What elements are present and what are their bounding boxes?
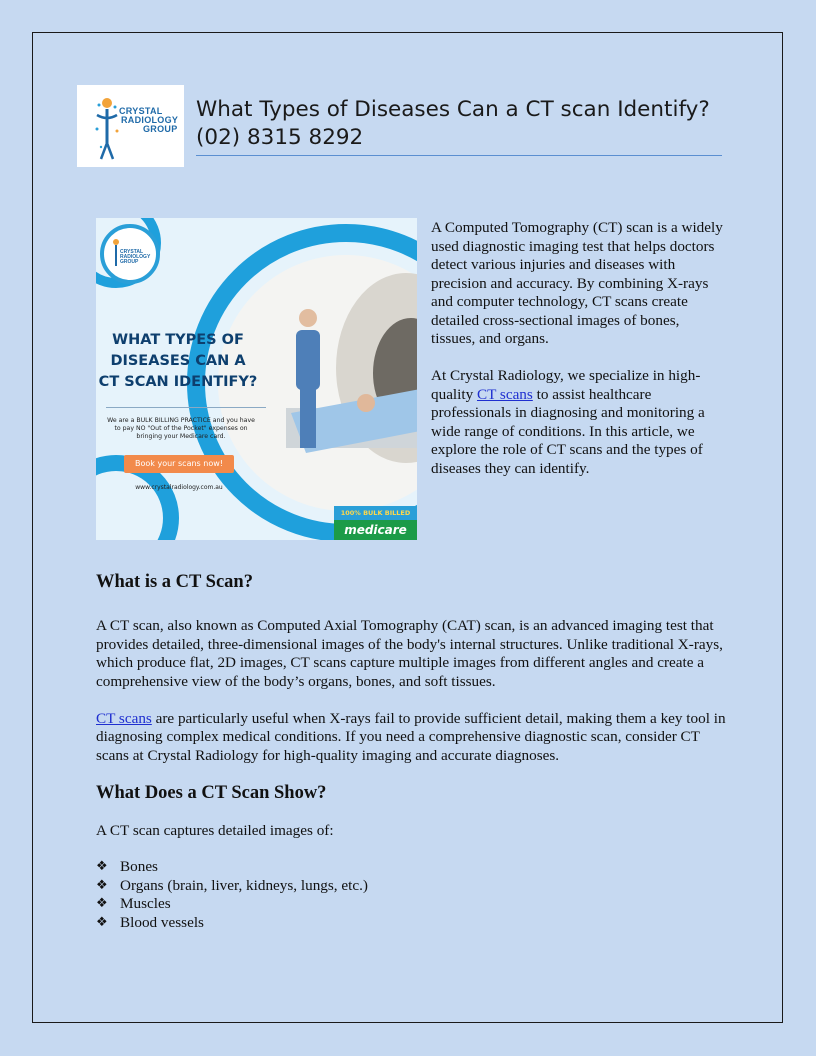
list-item-text: Bones [120,858,158,875]
intro-paragraph-1: A Computed Tomography (CT) scan is a widely used diagnostic imaging test that helps doctors detect various injuries and diseases with precision and accuracy. By combining X-rays and computer technology, CT scans create detailed cross-sectional images of bones, tissues, and organs. [431,219,723,347]
list-item [96,858,368,877]
medicare-badge: medicare [334,520,417,540]
diamond-bullet-icon: ❖ [96,896,108,911]
diamond-bullet-icon: ❖ [96,859,108,874]
bulk-billed-badge: 100% BULK BILLED [334,506,417,520]
ct-scanner-photo [246,238,417,528]
intro-paragraph-2 [431,367,723,478]
list-item [96,877,368,896]
logo-line-1: CRYSTAL [119,106,163,116]
section1-body [96,617,726,784]
hero-logo-line-3: GROUP [120,259,139,265]
section2-intro: A CT scan captures detailed images of: [96,822,334,839]
intro-text [431,219,723,497]
hero-logo-badge [100,224,160,284]
section1-paragraph-1: A CT scan, also known as Computed Axial Tomography (CAT) scan, is an advanced imaging test that provides detailed, three-dimensional images of the body's internal structures. Unlike traditional X-rays, which produce flat, 2D images, CT scans capture multiple images from different angles and create a comprehensive view of the body’s organs, bones, and soft tissues. [96,617,723,690]
diamond-bullet-icon: ❖ [96,877,108,893]
list-item [96,895,368,914]
list-item-text: Organs (brain, liver, kidneys, lungs, etc.) [120,876,368,894]
hero-website-url: www.crystalradiology.com.au [135,484,223,491]
intro-p2-start: At Crystal Radiology, we specialize in high-quality [431,367,701,403]
ct-captures-list [96,858,368,932]
list-item-text: Blood vessels [120,913,204,931]
section-heading-what-does-ct-show: What Does a CT Scan Show? [96,783,327,803]
page-title: What Types of Diseases Can a CT scan Identify? (02) 8315 8292 [196,96,722,156]
diamond-bullet-icon: ❖ [96,914,108,930]
hero-divider [106,407,266,408]
intro-p2-end: to assist healthcare professionals in diagnosing and monitoring a wide range of conditions. In this article, we explore the role of CT scans and the types of diseases they can identify. [431,385,705,477]
logo-line-2: RADIOLOGY [121,115,179,125]
hero-logo-line-2: RADIOLOGY [120,254,151,260]
crystal-radiology-logo [77,85,184,167]
logo-line-3: GROUP [143,124,178,134]
section-heading-what-is-ct: What is a CT Scan? [96,572,253,592]
list-item [96,914,368,933]
book-scans-button[interactable]: Book your scans now! [124,455,234,473]
hero-logo-line-1: CRYSTAL [120,249,144,255]
section1-p2-text: are particularly useful when X-rays fail to provide sufficient detail, making them a key tool in diagnosing complex medical conditions. If you need a comprehensive diagnostic scan, consider CT scans at Crystal Radiology for high-quality imaging and accurate diagnoses. [96,709,726,764]
ct-scans-link-2[interactable]: CT scans [96,709,152,727]
hero-bulk-billing-note: We are a BULK BILLING PRACTICE and you have to pay NO "Out of the Pocket" expenses on bringing your Medicare card. [107,417,255,440]
hero-heading: WHAT TYPES OF DISEASES CAN A CT SCAN IDENTIFY? [98,332,258,390]
hero-image [96,218,417,540]
ct-scans-link[interactable]: CT scans [476,385,533,403]
list-item-text: Muscles [120,895,171,912]
section1-paragraph-2 [96,710,726,766]
